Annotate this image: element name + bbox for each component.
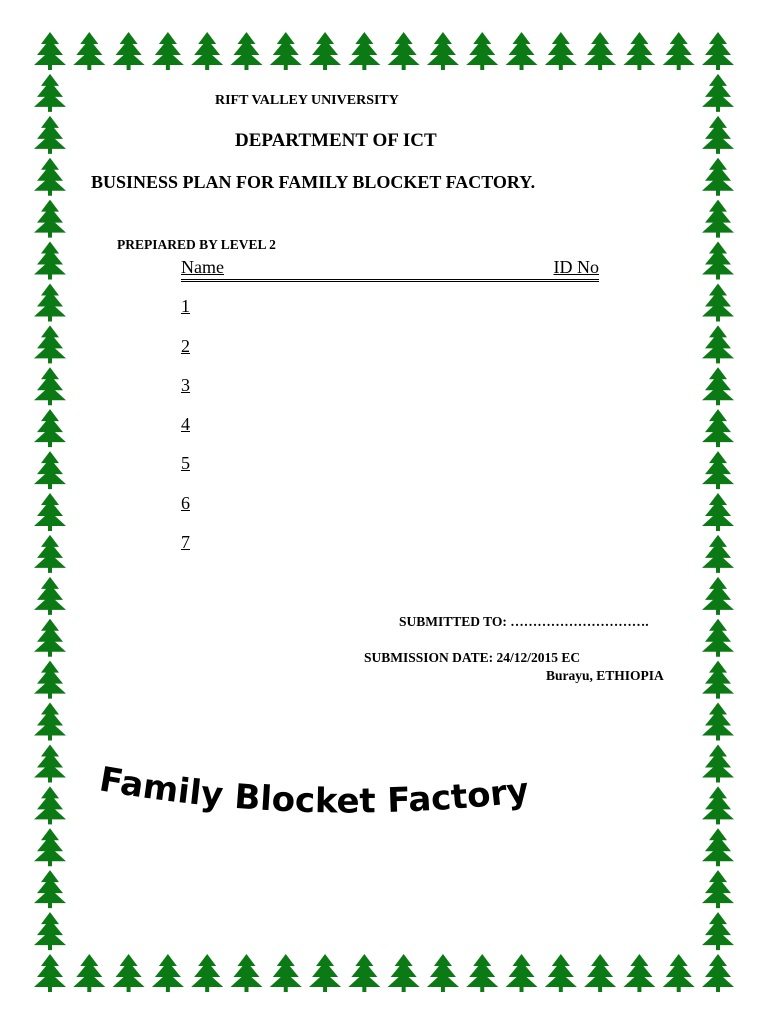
pine-tree-icon [702,786,734,824]
pine-tree-icon [702,451,734,489]
pine-tree-icon [663,32,695,70]
logo-text: Family Blocket Factory [96,760,532,822]
location: Burayu, ETHIOPIA [546,668,664,683]
member-number: 2 [181,336,190,356]
pine-tree-icon [348,954,380,992]
pine-tree-icon [388,32,420,70]
pine-tree-icon [702,619,734,657]
pine-tree-icon [702,367,734,405]
pine-tree-icon [348,32,380,70]
id-column-header: ID No [553,257,599,277]
pine-tree-icon [113,32,145,70]
pine-tree-icon [34,535,66,573]
pine-tree-icon [309,954,341,992]
pine-tree-icon [34,828,66,866]
pine-tree-icon [466,32,498,70]
pine-tree-icon [466,954,498,992]
pine-tree-icon [427,32,459,70]
pine-tree-icon [623,32,655,70]
pine-tree-icon [191,954,223,992]
pine-tree-icon [34,619,66,657]
pine-tree-icon [702,283,734,321]
pine-tree-icon [73,954,105,992]
pine-tree-icon [545,32,577,70]
pine-tree-icon [34,954,66,992]
pine-tree-icon [584,32,616,70]
pine-tree-icon [34,32,66,70]
pine-tree-icon [73,32,105,70]
pine-tree-icon [623,954,655,992]
name-column-header: Name [181,257,224,277]
pine-tree-icon [34,116,66,154]
pine-tree-icon [34,283,66,321]
department-name: DEPARTMENT OF ICT [235,130,437,151]
pine-tree-icon [34,158,66,196]
member-number: 7 [181,532,190,552]
pine-tree-icon [702,32,734,70]
member-number: 4 [181,414,190,434]
pine-tree-icon [34,577,66,615]
pine-tree-icon [702,661,734,699]
pine-tree-icon [34,367,66,405]
pine-tree-icon [230,954,262,992]
pine-tree-icon [702,158,734,196]
pine-tree-icon [702,577,734,615]
pine-tree-icon [388,954,420,992]
pine-tree-icon [270,32,302,70]
pine-tree-icon [506,954,538,992]
pine-tree-icon [34,200,66,238]
pine-tree-icon [702,870,734,908]
pine-tree-icon [702,200,734,238]
pine-tree-icon [34,409,66,447]
wordart-logo [90,760,610,850]
plan-title: BUSINESS PLAN FOR FAMILY BLOCKET FACTORY. [91,172,536,192]
prepared-by: PREPIARED BY LEVEL 2 [117,237,276,252]
member-number: 6 [181,493,190,513]
pine-tree-icon [584,954,616,992]
pine-tree-icon [427,954,459,992]
pine-tree-icon [34,912,66,950]
pine-tree-icon [702,116,734,154]
pine-tree-icon [702,535,734,573]
pine-tree-icon [152,954,184,992]
pine-tree-icon [34,703,66,741]
pine-tree-icon [270,954,302,992]
pine-tree-icon [506,32,538,70]
member-number: 5 [181,453,190,473]
pine-tree-icon [152,32,184,70]
pine-tree-icon [702,493,734,531]
pine-tree-icon [663,954,695,992]
pine-tree-icon [702,828,734,866]
pine-tree-icon [545,954,577,992]
pine-tree-icon [34,661,66,699]
submission-date: SUBMISSION DATE: 24/12/2015 EC [364,650,581,665]
pine-tree-icon [34,744,66,782]
pine-tree-icon [702,409,734,447]
pine-tree-icon [702,954,734,992]
pine-tree-icon [702,242,734,280]
pine-tree-icon [34,870,66,908]
pine-tree-icon [34,242,66,280]
submitted-to: SUBMITTED TO: …………………………. [399,614,649,629]
pine-tree-icon [702,912,734,950]
university-name: RIFT VALLEY UNIVERSITY [215,93,399,108]
member-table-header [181,257,599,282]
pine-tree-icon [34,493,66,531]
pine-tree-icon [113,954,145,992]
pine-tree-icon [702,325,734,363]
svg-text:Family Blocket Factory [97,760,532,822]
pine-tree-icon [34,74,66,112]
pine-tree-icon [34,451,66,489]
member-number: 1 [181,296,190,316]
pine-tree-icon [702,744,734,782]
pine-tree-icon [702,74,734,112]
pine-tree-icon [34,786,66,824]
pine-tree-icon [230,32,262,70]
pine-tree-icon [702,703,734,741]
pine-tree-icon [34,325,66,363]
pine-tree-icon [191,32,223,70]
member-number: 3 [181,375,190,395]
pine-tree-icon [309,32,341,70]
